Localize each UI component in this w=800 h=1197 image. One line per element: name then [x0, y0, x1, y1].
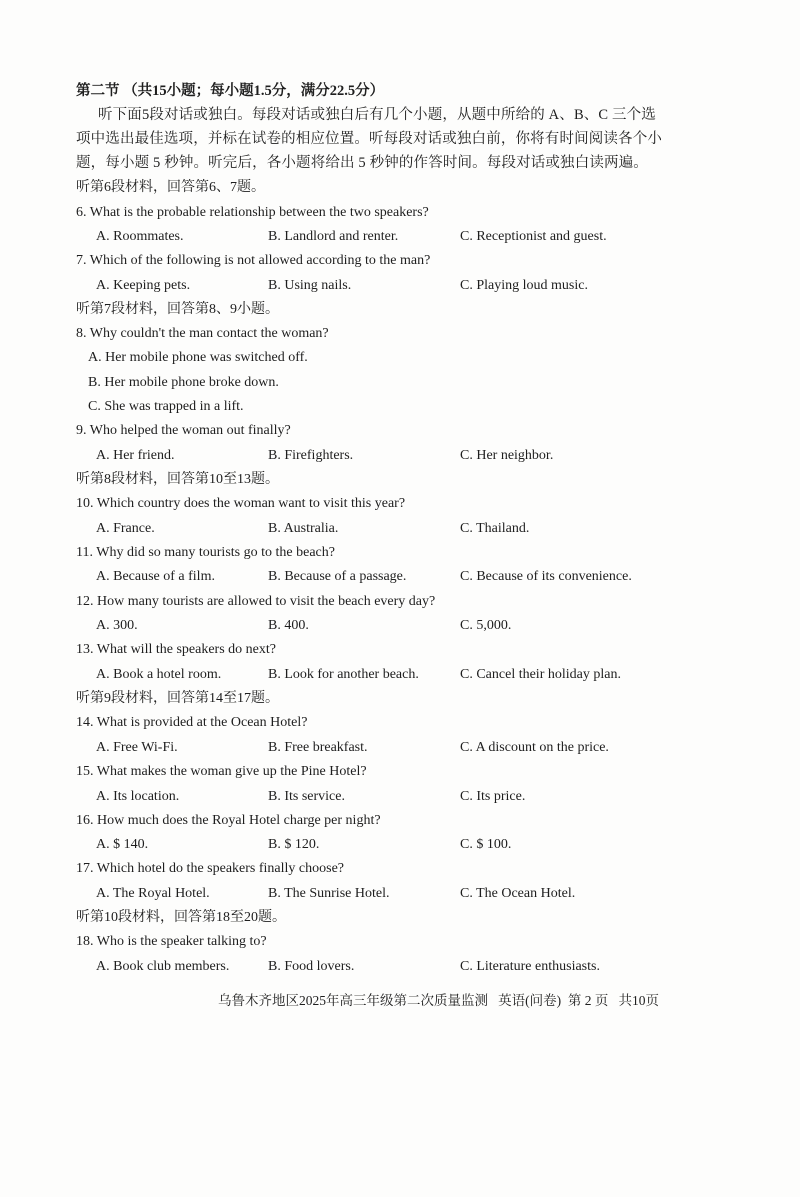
q11-option-c: C. Because of its convenience. [460, 569, 632, 584]
q17-option-b: B. The Sunrise Hotel. [268, 886, 390, 901]
q14-option-b: B. Free breakfast. [268, 740, 368, 755]
q11-option-a: A. Because of a film. [96, 569, 215, 584]
q15-option-b: B. Its service. [268, 789, 345, 804]
q16-option-b: B. $ 120. [268, 837, 320, 852]
q7-option-a: A. Keeping pets. [96, 278, 191, 293]
q8-option-c: C. She was trapped in a lift. [88, 399, 244, 414]
material-9-heading: 听第9段材料，回答第14至17题。 [76, 691, 279, 706]
q18-option-a: A. Book club members. [96, 959, 230, 974]
q15-option-c: C. Its price. [460, 789, 526, 804]
instruction-line-3: 题，每小题 5 秒钟。听完后，各小题将给出 5 秒钟的作答时间。每段对话或独白读两遍。 [76, 155, 648, 171]
material-7-heading: 听第7段材料，回答第8、9小题。 [76, 302, 279, 317]
q15-option-a: A. Its location. [96, 789, 180, 804]
q10-option-c: C. Thailand. [460, 521, 530, 536]
question-12: 12. How many tourists are allowed to visit the beach every day? [76, 594, 436, 609]
q8-option-b: B. Her mobile phone broke down. [88, 375, 279, 390]
instruction-line-1: 听下面5段对话或独白。每段对话或独白后有几个小题，从题中所给的 A、B、C 三个选 [98, 107, 656, 123]
material-10-heading: 听第10段材料，回答第18至20题。 [76, 910, 286, 925]
question-16: 16. How much does the Royal Hotel charge per night? [76, 813, 381, 828]
footer-page-number: 第 2 页 [567, 993, 609, 1008]
q7-option-c: C. Playing loud music. [460, 278, 588, 293]
q13-option-c: C. Cancel their holiday plan. [460, 667, 621, 682]
section-title: 第二节 （共15小题；每小题1.5分，满分22.5分） [76, 83, 385, 99]
q11-option-b: B. Because of a passage. [268, 569, 407, 584]
question-9: 9. Who helped the woman out finally? [76, 423, 291, 438]
q13-option-a: A. Book a hotel room. [96, 667, 222, 682]
q6-option-c: C. Receptionist and guest. [460, 229, 607, 244]
q12-option-a: A. 300. [96, 618, 138, 633]
question-7: 7. Which of the following is not allowed according to the man? [76, 253, 431, 268]
material-8-heading: 听第8段材料，回答第10至13题。 [76, 472, 279, 487]
q16-option-a: A. $ 140. [96, 837, 149, 852]
q10-option-a: A. France. [96, 521, 155, 536]
q8-option-a: A. Her mobile phone was switched off. [88, 350, 308, 365]
q9-option-a: A. Her friend. [96, 448, 175, 463]
question-10: 10. Which country does the woman want to visit this year? [76, 496, 406, 511]
q18-option-b: B. Food lovers. [268, 959, 355, 974]
footer-subject: 英语(问卷) [498, 993, 562, 1008]
q6-option-a: A. Roommates. [96, 229, 184, 244]
question-17: 17. Which hotel do the speakers finally choose? [76, 861, 344, 876]
q7-option-b: B. Using nails. [268, 278, 352, 293]
q10-option-b: B. Australia. [268, 521, 339, 536]
material-6-heading: 听第6段材料，回答第6、7题。 [76, 180, 265, 195]
instruction-line-2: 项中选出最佳选项，并标在试卷的相应位置。听每段对话或独白前，你将有时间阅读各个小 [76, 131, 662, 147]
question-13: 13. What will the speakers do next? [76, 642, 276, 657]
q9-option-b: B. Firefighters. [268, 448, 354, 463]
question-8: 8. Why couldn't the man contact the woman? [76, 326, 329, 341]
q14-option-c: C. A discount on the price. [460, 740, 609, 755]
page-footer [218, 992, 659, 1010]
footer-exam-name: 乌鲁木齐地区2025年高三年级第二次质量监测 [218, 993, 488, 1008]
q12-option-c: C. 5,000. [460, 618, 512, 633]
q14-option-a: A. Free Wi-Fi. [96, 740, 178, 755]
q17-option-c: C. The Ocean Hotel. [460, 886, 576, 901]
q13-option-b: B. Look for another beach. [268, 667, 419, 682]
question-14: 14. What is provided at the Ocean Hotel? [76, 715, 308, 730]
question-18: 18. Who is the speaker talking to? [76, 934, 267, 949]
question-15: 15. What makes the woman give up the Pine Hotel? [76, 764, 367, 779]
footer-total-pages: 共10页 [618, 993, 659, 1008]
q9-option-c: C. Her neighbor. [460, 448, 554, 463]
q17-option-a: A. The Royal Hotel. [96, 886, 210, 901]
question-11: 11. Why did so many tourists go to the beach? [76, 545, 335, 560]
q18-option-c: C. Literature enthusiasts. [460, 959, 600, 974]
q12-option-b: B. 400. [268, 618, 309, 633]
question-6: 6. What is the probable relationship between the two speakers? [76, 205, 429, 220]
q16-option-c: C. $ 100. [460, 837, 512, 852]
q6-option-b: B. Landlord and renter. [268, 229, 399, 244]
